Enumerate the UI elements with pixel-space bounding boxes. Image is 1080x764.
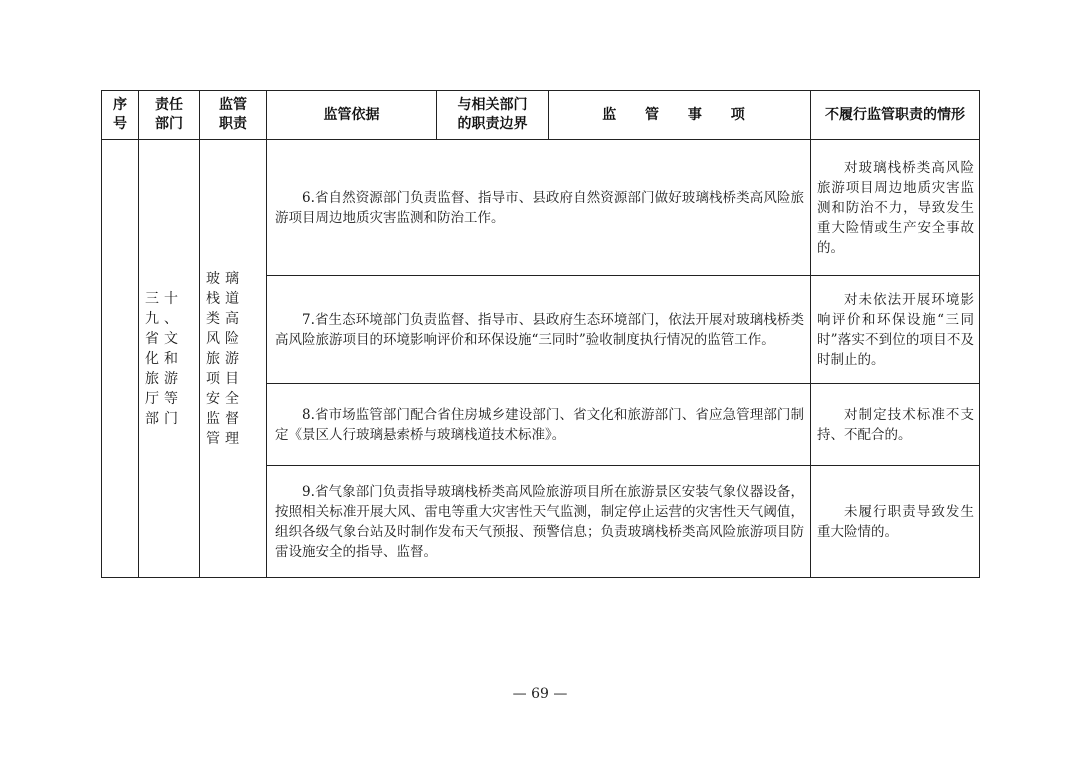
basis-cell (267, 466, 811, 578)
duty-text: 玻璃栈道类高风险旅游项目安全监督管理 (206, 270, 244, 447)
failure-text: 对制定技术标准不支持、不配合的。 (817, 406, 974, 443)
failure-cell (811, 140, 980, 276)
header-items: 监 管 事 项 (549, 91, 811, 140)
failure-text: 对未依法开展环境影响评价和环保设施“三同时”落实不到位的项目不及时制止的。 (817, 291, 974, 368)
table-row (102, 140, 980, 276)
basis-cell (267, 276, 811, 384)
page-number: — 69 — (512, 686, 568, 702)
dept-cell (139, 140, 200, 578)
failure-cell (811, 466, 980, 578)
failure-text: 未履行职责导致发生重大险情的。 (817, 503, 974, 540)
seq-cell (102, 140, 139, 578)
basis-text: 6.省自然资源部门负责监督、指导市、县政府自然资源部门做好玻璃栈桥类高风险旅游项目周边地质灾害监测和防治工作。 (275, 189, 804, 226)
header-failure: 不履行监管职责的情形 (811, 91, 980, 140)
dept-text: 三十九、省文化和旅游厅等部门 (145, 290, 183, 427)
header-dept: 责任部门 (139, 91, 200, 140)
duty-cell (200, 140, 267, 578)
failure-cell (811, 384, 980, 466)
failure-text: 对玻璃栈桥类高风险旅游项目周边地质灾害监测和防治不力，导致发生重大险情或生产安全事故的。 (817, 159, 974, 256)
header-duty: 监管职责 (200, 91, 267, 140)
basis-text: 7.省生态环境部门负责监督、指导市、县政府生态环境部门，依法开展对玻璃栈桥类高风险旅游项目的环境影响评价和环保设施“三同时”验收制度执行情况的监管工作。 (275, 311, 804, 348)
header-boundary: 与相关部门的职责边界 (437, 91, 549, 140)
basis-cell (267, 140, 811, 276)
failure-cell (811, 276, 980, 384)
header-seq: 序号 (102, 91, 139, 140)
basis-text: 8.省市场监管部门配合省住房城乡建设部门、省文化和旅游部门、省应急管理部门制定《景区人行玻璃悬索桥与玻璃栈道技术标准》。 (275, 406, 804, 443)
supervision-table (101, 90, 980, 578)
header-row (102, 91, 980, 140)
basis-cell (267, 384, 811, 466)
header-basis: 监管依据 (267, 91, 437, 140)
basis-text: 9.省气象部门负责指导玻璃栈桥类高风险旅游项目所在旅游景区安装气象仪器设备，按照相关标准开展大风、雷电等重大灾害性天气监测，制定停止运营的灾害性天气阈值，组织各级气象台站及时制作发布天气预报、预警信息；负责玻璃栈桥类高风险旅游项目防雷设施安全的指导、监督。 (275, 483, 804, 560)
